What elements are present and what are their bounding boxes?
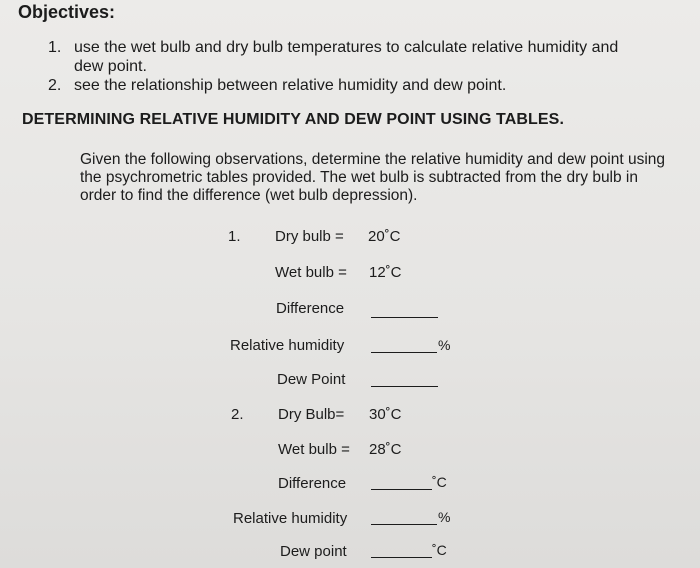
- problem-1-rh-blank: [371, 352, 437, 353]
- problem-1-difference-label: Difference: [276, 300, 345, 317]
- problem-1-dry-bulb-value: 20˚C: [368, 228, 401, 245]
- problem-2-rh-label: Relative humidity: [233, 510, 348, 527]
- problem-2-dry-bulb-value: 30˚C: [369, 406, 402, 423]
- problem-2-dew-point-blank: [371, 557, 432, 558]
- objective-text: see the relationship between relative humidity and dew point.: [74, 77, 507, 94]
- problem-1-rh-unit: %: [438, 337, 451, 353]
- problem-2-wet-bulb-label: Wet bulb =: [278, 441, 350, 458]
- problem-2-dry-bulb-label: Dry Bulb=: [278, 406, 345, 423]
- problem-1-wet-bulb-label: Wet bulb =: [275, 264, 347, 281]
- problem-2-number: 2.: [231, 406, 244, 423]
- problem-2-dew-point-label: Dew point: [280, 543, 347, 560]
- problem-1-dew-point-blank: [371, 386, 438, 387]
- objective-text: use the wet bulb and dry bulb temperatures to calculate relative humidity and dew point.: [74, 39, 619, 75]
- problem-1-rh-label: Relative humidity: [230, 337, 345, 354]
- problem-1-dew-point-label: Dew Point: [277, 371, 346, 388]
- section-heading: DETERMINING RELATIVE HUMIDITY AND DEW POINT USING TABLES.: [22, 111, 565, 128]
- problem-2-dew-point-unit: ˚C: [432, 542, 447, 558]
- problem-2-rh-blank: [371, 524, 437, 525]
- problem-1-dry-bulb-label: Dry bulb =: [275, 228, 344, 245]
- problem-1-wet-bulb-value: 12˚C: [369, 264, 402, 281]
- problem-2-difference-unit: ˚C: [432, 474, 447, 490]
- problem-2-difference-label: Difference: [278, 475, 347, 492]
- problem-1-difference-blank: [371, 317, 438, 318]
- problem-2-wet-bulb-value: 28˚C: [369, 441, 402, 458]
- instructions-paragraph: Given the following observations, determine the relative humidity and dew point using the psychrometric tables provided. The wet bulb is subtracted from the dry bulb in order to find the difference (wet bulb depression).: [80, 151, 666, 204]
- problem-2-rh-unit: %: [438, 509, 451, 525]
- problem-1-number: 1.: [228, 228, 241, 245]
- problem-2-difference-blank: [371, 489, 432, 490]
- objectives-heading: Objectives:: [18, 2, 116, 22]
- objective-number: 2.: [48, 77, 62, 94]
- objective-number: 1.: [48, 39, 62, 56]
